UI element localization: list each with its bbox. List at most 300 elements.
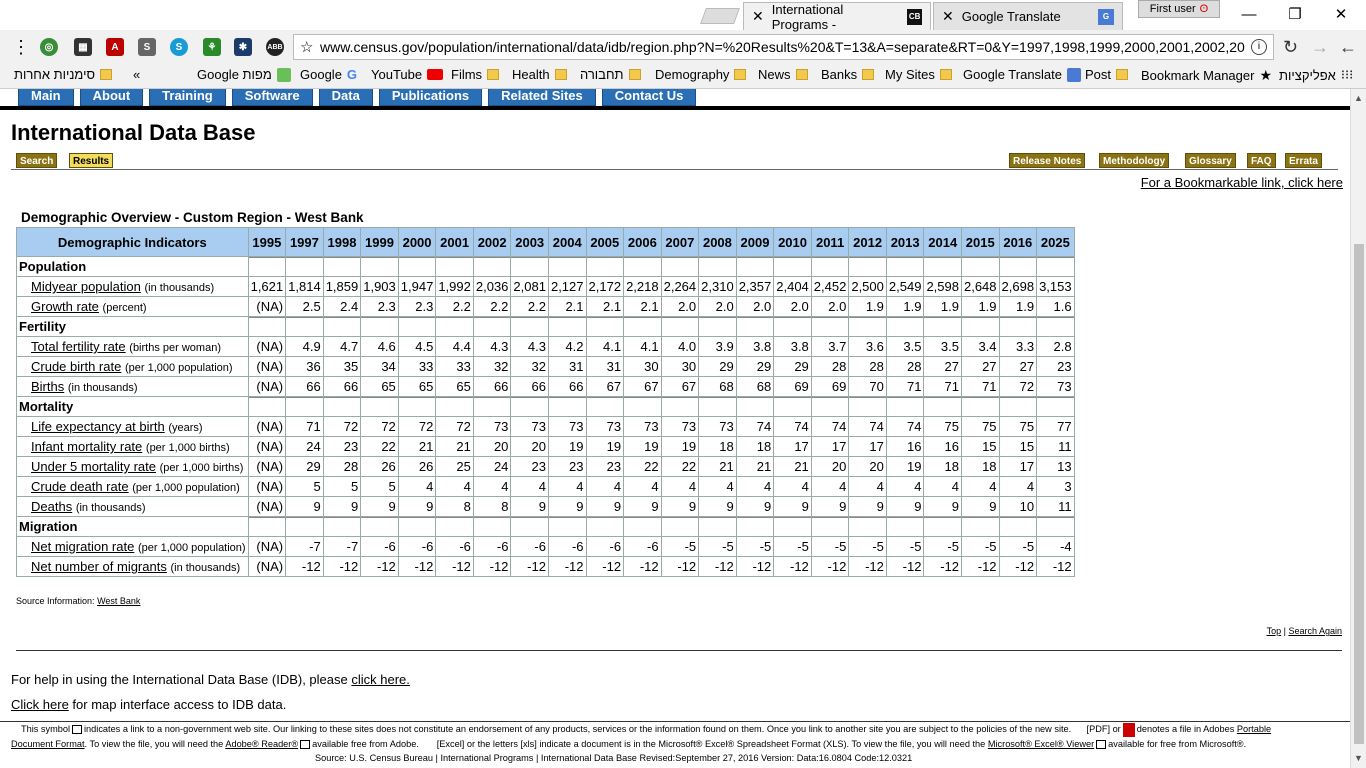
scroll-down-icon[interactable]: ▼ [1354, 753, 1363, 763]
indicator-link[interactable]: Under 5 mortality rate [31, 459, 156, 474]
header-year: 1999 [361, 228, 398, 256]
value-cell: 22 [662, 457, 699, 476]
value-cell: 13 [1037, 457, 1074, 476]
value-cell: 1,814 [288, 279, 321, 294]
indicator-unit: (in thousands) [67, 382, 138, 394]
nav-contact-us[interactable]: Contact Us [602, 89, 697, 106]
header-year: 2006 [624, 228, 661, 256]
value-cell: 75 [924, 417, 961, 436]
bookmark-google[interactable] [300, 67, 357, 82]
value-cell: -5 [812, 537, 849, 556]
value-cell: 74 [737, 417, 774, 436]
bookmark-films[interactable] [451, 67, 499, 82]
nav-software[interactable]: Software [232, 89, 313, 106]
blank-cell [812, 317, 849, 336]
footer-text: indicates a link to a non-government web site. Our linking to these sites does not constitute an endorsement of any products, services or the information found on them. Once you link to another site you are subject to the policies of the new site. [84, 724, 1072, 734]
value-cell: 29 [737, 357, 774, 376]
value-cell: 69 [774, 377, 811, 396]
value-cell: -12 [812, 557, 849, 576]
value-cell: 21 [737, 457, 774, 476]
bookmark-label: YouTube [371, 67, 423, 82]
value-cell: 3.6 [849, 337, 886, 356]
blank-cell [436, 317, 473, 336]
value-cell: 74 [812, 417, 849, 436]
subtab-search[interactable]: Search [16, 153, 57, 168]
indicator-link[interactable]: Life expectancy at birth [31, 419, 165, 434]
blank-cell [361, 517, 398, 536]
extension-snowflake-icon[interactable]: ✱ [234, 38, 252, 56]
blank-cell [286, 517, 323, 536]
footer-text: available for free from Microsoft®. [1108, 738, 1247, 749]
bookmark-news[interactable] [758, 67, 808, 82]
help-link[interactable]: click here. [351, 672, 410, 687]
value-cell: 23 [1037, 357, 1074, 376]
footer-text: denotes a file in Adobes [1136, 724, 1235, 734]
bookmark-star-icon[interactable]: ☆ [300, 39, 314, 56]
indicator-cell [17, 417, 248, 436]
value-cell: 23 [587, 457, 624, 476]
value-cell: -12 [511, 557, 548, 576]
value-cell: 18 [737, 437, 774, 456]
subtab-faq[interactable]: FAQ [1247, 153, 1276, 168]
value-cell: 2.0 [699, 297, 736, 316]
folder-icon [100, 69, 112, 80]
indicator-link[interactable]: Growth rate [31, 299, 99, 314]
section-row [17, 257, 1074, 276]
value-cell: 4 [737, 477, 774, 496]
blank-cell [286, 397, 323, 416]
value-cell: 73 [549, 417, 586, 436]
profile-label: First user [1149, 3, 1196, 15]
value-cell: -12 [662, 557, 699, 576]
value-cell: 27 [1000, 357, 1037, 376]
nav-training[interactable]: Training [149, 89, 226, 106]
portable-link[interactable]: Portable [1236, 724, 1272, 734]
map-text [11, 697, 286, 712]
blank-cell [324, 517, 361, 536]
blank-cell [849, 397, 886, 416]
back-icon[interactable]: ← [1339, 37, 1357, 57]
subtab-divider [11, 169, 1338, 170]
subtab-methodology[interactable]: Methodology [1099, 153, 1169, 168]
value-cell: 24 [286, 437, 323, 456]
header-year: 2014 [924, 228, 961, 256]
value-cell: 9 [361, 497, 398, 516]
nav-main[interactable]: Main [18, 89, 74, 106]
blank-cell [624, 397, 661, 416]
value-cell: 72 [324, 417, 361, 436]
bookmark-youtube[interactable] [371, 67, 443, 82]
indicator-unit: (per 1,000 population) [124, 362, 233, 374]
value-cell: 4.2 [549, 337, 586, 356]
section-row [17, 517, 1074, 536]
value-cell: -12 [436, 557, 473, 576]
indicator-link[interactable]: Infant mortality rate [31, 439, 143, 454]
blank-cell [1037, 317, 1074, 336]
value-cell: 9 [812, 497, 849, 516]
forward-icon[interactable]: → [1311, 37, 1329, 57]
excel-viewer-link[interactable]: Microsoft® Excel® Viewer [987, 738, 1095, 749]
value-cell: 24 [474, 457, 511, 476]
external-link-icon [1096, 740, 1106, 749]
value-cell: 19 [887, 457, 924, 476]
value-cell: 9 [737, 497, 774, 516]
extension-icon[interactable]: ◎ [40, 38, 58, 56]
folder-icon [734, 69, 746, 80]
value-cell: 4.0 [662, 337, 699, 356]
table-row [17, 357, 1074, 376]
value-cell: 73 [587, 417, 624, 436]
value-cell: -6 [624, 537, 661, 556]
value-cell: 30 [624, 357, 661, 376]
help-text [11, 672, 410, 687]
value-cell: -12 [699, 557, 736, 576]
indicator-cell [17, 277, 248, 296]
blank-cell [887, 317, 924, 336]
adobe-reader-link[interactable]: Adobe® Reader® [225, 738, 299, 749]
value-cell: 69 [812, 377, 849, 396]
external-link-icon [72, 725, 82, 734]
value-cell: -6 [549, 537, 586, 556]
bookmark-post[interactable] [1085, 67, 1128, 82]
header-year: 1995 [249, 228, 286, 256]
section-label: Fertility [17, 317, 248, 336]
blank-cell [436, 517, 473, 536]
table-row [17, 297, 1074, 316]
search-again-link[interactable]: Search Again [1288, 626, 1342, 636]
value-cell: 4 [849, 477, 886, 496]
value-cell: 2,127 [550, 279, 584, 294]
value-cell: 2.0 [662, 297, 699, 316]
blank-cell [324, 317, 361, 336]
indicator-link[interactable]: Crude birth rate [31, 359, 122, 374]
value-cell: 2,500 [851, 279, 884, 294]
value-cell: 29 [286, 457, 323, 476]
close-window-button[interactable]: ✕ [1334, 6, 1348, 23]
value-cell: 5 [324, 477, 361, 496]
value-cell: 4 [924, 477, 961, 496]
blank-cell [887, 397, 924, 416]
nav-data[interactable]: Data [319, 89, 373, 106]
value-cell: 77 [1037, 417, 1074, 436]
value-cell: (NA) [249, 437, 286, 456]
value-cell: 15 [1000, 437, 1037, 456]
value-cell: -12 [399, 557, 436, 576]
blank-cell [549, 317, 586, 336]
table-row [17, 477, 1074, 496]
blank-cell [587, 517, 624, 536]
skype-icon[interactable]: S [170, 38, 188, 56]
value-cell: (NA) [249, 297, 286, 316]
value-cell: 3.3 [1000, 337, 1037, 356]
value-cell: 28 [324, 457, 361, 476]
value-cell: 4.3 [474, 337, 511, 356]
value-cell: -7 [286, 537, 323, 556]
value-cell: 9 [849, 497, 886, 516]
minimize-button[interactable]: — [1241, 5, 1257, 23]
value-cell: -7 [324, 537, 361, 556]
blank-cell [1000, 257, 1037, 276]
value-cell: -6 [511, 537, 548, 556]
table-row [17, 437, 1074, 456]
value-cell: 10 [1000, 497, 1037, 516]
blank-cell [849, 317, 886, 336]
value-cell: 2,264 [663, 279, 697, 294]
value-cell: 3.5 [924, 337, 961, 356]
indicator-cell [17, 537, 248, 556]
folder-icon [629, 69, 641, 80]
google-icon: G [346, 67, 358, 82]
tab-international-programs[interactable] [743, 2, 931, 30]
value-cell: 21 [399, 437, 436, 456]
value-cell: 2.8 [1037, 337, 1074, 356]
value-cell: -12 [924, 557, 961, 576]
table-row [17, 497, 1074, 516]
apps-grid-icon: ⁝⁝⁝ [1340, 67, 1354, 82]
blank-cell [1000, 317, 1037, 336]
bookmark-label: Google מפות [197, 67, 272, 82]
value-cell: 2,598 [926, 279, 959, 294]
blank-cell [737, 257, 774, 276]
divider [16, 650, 1342, 651]
value-cell: 9 [662, 497, 699, 516]
blank-cell [474, 517, 511, 536]
header-year: 2015 [962, 228, 999, 256]
blank-cell [1037, 397, 1074, 416]
header-year: 2004 [549, 228, 586, 256]
subtab-glossary[interactable]: Glossary [1185, 153, 1236, 168]
value-cell: 3.4 [962, 337, 999, 356]
bookmark-manager[interactable] [1141, 67, 1272, 84]
reload-icon[interactable]: ↻ [1283, 37, 1299, 57]
value-cell: 2,698 [1001, 279, 1035, 294]
value-cell: 2.2 [436, 297, 473, 316]
value-cell: -12 [774, 557, 811, 576]
source-label: Source Information: [16, 596, 95, 606]
blank-cell [849, 517, 886, 536]
blank-cell [774, 317, 811, 336]
indicator-cell [17, 457, 248, 476]
scrollbar[interactable] [1350, 89, 1366, 768]
value-cell: 27 [924, 357, 961, 376]
value-cell: 36 [286, 357, 323, 376]
indicator-unit: (births per woman) [129, 342, 221, 354]
page-title: International Data Base [11, 120, 256, 145]
blank-cell [924, 397, 961, 416]
value-cell: 33 [399, 357, 436, 376]
top-link[interactable]: Top [1266, 626, 1282, 636]
blank-cell [587, 397, 624, 416]
indicator-link[interactable]: Total fertility rate [31, 339, 126, 354]
scroll-up-icon[interactable]: ▲ [1354, 93, 1363, 103]
value-cell: 27 [962, 357, 999, 376]
blank-cell [887, 257, 924, 276]
blank-cell [699, 517, 736, 536]
bookmark-apps[interactable] [1279, 67, 1353, 83]
bookmark-my-sites[interactable] [885, 67, 952, 82]
indicator-link[interactable]: Crude death rate [31, 479, 129, 494]
bookmark-transport[interactable] [580, 67, 641, 82]
value-cell: 4 [399, 477, 436, 496]
blank-cell [249, 397, 286, 416]
value-cell: -12 [737, 557, 774, 576]
value-cell: 1,992 [438, 279, 471, 294]
value-cell: 30 [662, 357, 699, 376]
bookmark-banks[interactable] [821, 67, 874, 82]
value-cell: 4.6 [361, 337, 398, 356]
new-tab-button[interactable] [700, 8, 740, 24]
value-cell: 72 [361, 417, 398, 436]
value-cell: -5 [737, 537, 774, 556]
extension-s-icon[interactable]: S [138, 38, 156, 56]
site-nav [18, 89, 696, 106]
bookmark-google-maps[interactable] [197, 67, 291, 82]
bookmark-demography[interactable] [655, 67, 746, 82]
value-cell: -12 [324, 557, 361, 576]
value-cell: 11 [1037, 497, 1074, 516]
bookmark-google-translate[interactable] [963, 67, 1081, 82]
nav-publications[interactable]: Publications [379, 89, 482, 106]
blank-cell [474, 257, 511, 276]
bookmark-health[interactable] [512, 67, 567, 82]
blank-cell [699, 257, 736, 276]
value-cell: (NA) [249, 417, 286, 436]
value-cell: 2.2 [474, 297, 511, 316]
blank-cell [962, 317, 999, 336]
scrollbar-thumb[interactable] [1354, 244, 1364, 744]
header-year: 2012 [849, 228, 886, 256]
value-cell: 3.9 [699, 337, 736, 356]
value-cell: 2.0 [774, 297, 811, 316]
header-year: 2010 [774, 228, 811, 256]
value-cell: 4 [549, 477, 586, 496]
value-cell: 73 [699, 417, 736, 436]
blank-cell [436, 257, 473, 276]
tab-label: International Programs - [771, 1, 844, 32]
value-cell: -5 [1000, 537, 1037, 556]
source-link[interactable]: West Bank [97, 596, 141, 606]
blank-cell [474, 397, 511, 416]
indicator-link[interactable]: Births [31, 379, 65, 394]
value-cell: 4 [587, 477, 624, 496]
value-cell: 9 [324, 497, 361, 516]
document-format-link[interactable]: Document Format [11, 738, 85, 749]
footer [0, 721, 1350, 768]
close-icon[interactable]: ✕ [942, 8, 954, 24]
nav-about[interactable]: About [80, 89, 144, 106]
extension-network-icon[interactable]: ⚘ [203, 38, 221, 56]
value-cell: -5 [962, 537, 999, 556]
indicator-cell [17, 357, 248, 376]
value-cell: 28 [812, 357, 849, 376]
indicator-link[interactable]: Net migration rate [31, 539, 135, 554]
subtab-results[interactable]: Results [69, 153, 113, 168]
bookmarkable-link[interactable]: For a Bookmarkable link, click here [1140, 175, 1343, 190]
tab-google-translate[interactable] [933, 2, 1123, 30]
section-row [17, 397, 1074, 416]
value-cell: -5 [774, 537, 811, 556]
header-year: 2003 [511, 228, 548, 256]
address-bar[interactable] [293, 34, 1274, 60]
value-cell: 31 [549, 357, 586, 376]
blank-cell [774, 257, 811, 276]
blank-cell [662, 317, 699, 336]
translate-icon [1067, 68, 1081, 82]
value-cell: 18 [699, 437, 736, 456]
blank-cell [324, 397, 361, 416]
blank-cell [1000, 517, 1037, 536]
extension-abb-icon[interactable]: ABB [266, 38, 284, 56]
value-cell: 17 [774, 437, 811, 456]
value-cell: 4 [774, 477, 811, 496]
value-cell: 68 [699, 377, 736, 396]
indicator-link[interactable]: Deaths [31, 499, 73, 514]
value-cell: 1.9 [924, 297, 961, 316]
maps-icon [277, 68, 291, 82]
nav-related-sites[interactable]: Related Sites [488, 89, 596, 106]
blank-cell [849, 257, 886, 276]
value-cell: 33 [436, 357, 473, 376]
value-cell: 1,903 [363, 279, 396, 294]
header-year: 2016 [1000, 228, 1037, 256]
extension-pdf-icon[interactable]: A [106, 38, 124, 56]
footer-source: Source: U.S. Census Bureau | International Programs | International Data Base Revised:September 27, 2016 Version: Data:16.0804 Code:12.0321 [315, 752, 913, 763]
value-cell: 65 [436, 377, 473, 396]
extension-clapper-icon[interactable]: ▦ [74, 38, 92, 56]
map-suffix: for map interface access to IDB data. [72, 697, 287, 712]
value-cell: 20 [812, 457, 849, 476]
source-information [16, 596, 140, 606]
other-bookmarks[interactable] [14, 67, 112, 82]
indicator-unit: (in thousands) [144, 282, 215, 294]
chevron-icon[interactable]: « [133, 67, 141, 82]
indicator-link[interactable]: Net number of migrants [31, 559, 167, 574]
value-cell: 66 [511, 377, 548, 396]
subtab-errata[interactable]: Errata [1285, 153, 1322, 168]
header-year: 2009 [737, 228, 774, 256]
blank-cell [924, 317, 961, 336]
browser-chrome [0, 0, 1366, 89]
profile-button[interactable] [1138, 0, 1220, 18]
value-cell: 3.8 [774, 337, 811, 356]
value-cell: 67 [662, 377, 699, 396]
value-cell: 4 [662, 477, 699, 496]
indicator-unit: (per 1,000 births) [145, 442, 230, 454]
close-icon[interactable]: ✕ [752, 8, 764, 24]
blank-cell [399, 517, 436, 536]
menu-icon[interactable]: ⋮ [12, 37, 30, 57]
value-cell: 9 [399, 497, 436, 516]
value-cell: 75 [1000, 417, 1037, 436]
maximize-button[interactable]: ❐ [1288, 6, 1302, 23]
value-cell: 19 [662, 437, 699, 456]
header-year: 2011 [812, 228, 849, 256]
value-cell: -5 [887, 537, 924, 556]
value-cell: 74 [849, 417, 886, 436]
indicator-link[interactable]: Midyear population [31, 279, 141, 294]
value-cell: 66 [474, 377, 511, 396]
value-cell: 11 [1037, 437, 1074, 456]
indicator-unit: (in thousands) [75, 502, 146, 514]
value-cell: 4 [474, 477, 511, 496]
value-cell: 2.3 [399, 297, 436, 316]
info-icon[interactable]: i [1251, 39, 1267, 55]
map-link[interactable]: Click here [11, 697, 69, 712]
indicator-unit: (in thousands) [170, 562, 241, 574]
indicator-cell [17, 377, 248, 396]
subtab-release-notes[interactable]: Release Notes [1009, 153, 1085, 168]
blank-cell [662, 257, 699, 276]
